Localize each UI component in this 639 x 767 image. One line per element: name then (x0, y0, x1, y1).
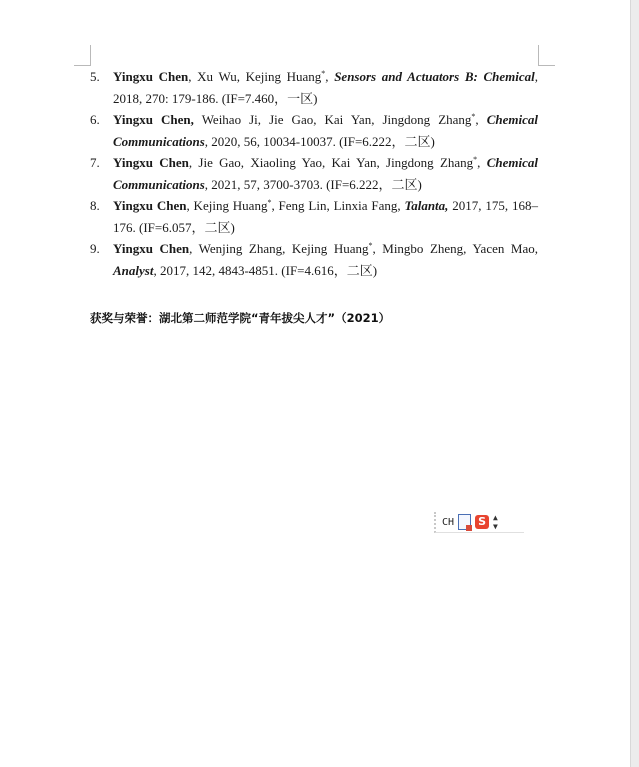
publication-list (90, 66, 538, 281)
publication-item (90, 152, 538, 195)
item-number: 5. (90, 69, 100, 84)
item-number: 8. (90, 198, 100, 213)
citation-details: , 2020, 56, 10034-10037. (IF=6.222，二区) (204, 133, 435, 149)
authors: , Jie Gao, Xiaoling Yao, Kai Yan, Jingdong Zhang (188, 155, 474, 170)
author-bold: Yingxu Chen (113, 198, 187, 213)
author-bold: Yingxu Chen (113, 155, 189, 170)
journal-name: Sensors and Actuators B: Chemical (334, 69, 535, 84)
citation-details: , 2018, 270: 179-186. (IF=7.460，一区) (113, 69, 538, 106)
item-number: 7. (90, 155, 100, 170)
separator: , (477, 155, 487, 170)
journal-name: Chemical Communications (113, 112, 538, 149)
item-number: 9. (90, 241, 100, 256)
separator: , (325, 69, 335, 84)
ime-toolbar[interactable] (434, 512, 524, 533)
citation-details: , 2017, 142, 4843-4851. (IF=4.616，二区) (153, 262, 378, 278)
corresponding-mark: * (471, 112, 476, 121)
journal-name: Chemical Communications (113, 155, 538, 192)
corresponding-mark: * (368, 241, 373, 250)
dropdown-arrow-icon[interactable]: ▲ ▼ (493, 513, 498, 531)
author-bold: Yingxu Chen (113, 241, 190, 256)
author-bold: Yingxu Chen, (113, 112, 194, 127)
document-icon[interactable] (458, 514, 471, 530)
publication-item (90, 195, 538, 238)
authors: , Xu Wu, Kejing Huang (188, 69, 322, 84)
page-right-gutter (630, 0, 639, 767)
sogou-s-icon[interactable]: S (475, 515, 489, 529)
separator: , Mingbo Zheng, Yacen Mao, (372, 241, 538, 256)
corresponding-mark: * (267, 198, 272, 207)
author-bold: Yingxu Chen (113, 69, 189, 84)
publication-item (90, 238, 538, 281)
ime-language-label[interactable]: CH (442, 516, 455, 528)
separator: , (475, 112, 487, 127)
item-number: 6. (90, 112, 100, 127)
margin-corner-top-right (538, 45, 555, 66)
authors: , Wenjing Zhang, Kejing Huang (189, 241, 369, 256)
authors: , Kejing Huang (186, 198, 268, 213)
citation-details: , 2021, 57, 3700-3703. (IF=6.222，二区) (204, 176, 422, 192)
margin-corner-top-left (74, 45, 91, 66)
journal-name: Analyst (113, 262, 154, 278)
separator: , Feng Lin, Linxia Fang, (271, 198, 405, 213)
corresponding-mark: * (321, 69, 326, 78)
corresponding-mark: * (473, 155, 478, 164)
journal-name: Talanta, (404, 198, 449, 213)
authors: Weihao Ji, Jie Gao, Kai Yan, Jingdong Zhang (193, 112, 472, 127)
awards-heading: 获奖与荣誉：湖北第二师范学院“青年拔尖人才”（2021） (90, 311, 391, 325)
citation-details: 2017, 175, 168–176. (IF=6.057，二区) (113, 198, 538, 235)
publication-item (90, 109, 538, 152)
publication-item (90, 66, 538, 109)
